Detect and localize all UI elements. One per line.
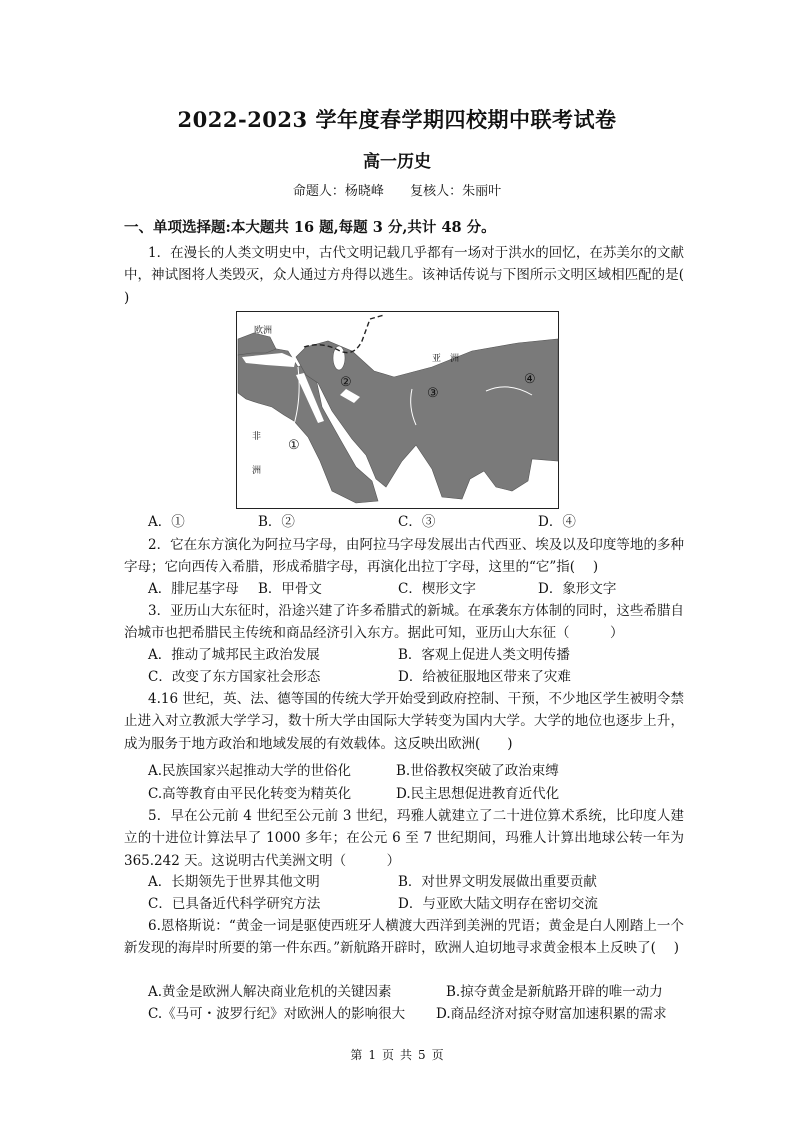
q1-option-c: C．③ — [398, 514, 436, 530]
q6-option-c: C.《马可・波罗行纪》对欧洲人的影响很大 — [148, 1006, 406, 1022]
footer-word-gong: 共 — [400, 1048, 413, 1062]
label-africa-1: 非 — [252, 432, 262, 442]
footer-word-ye: 页 — [381, 1048, 394, 1062]
q4-option-b: B.世俗教权突破了政治束缚 — [396, 763, 559, 779]
q6-option-b: B.掠夺黄金是新航路开辟的唯一动力 — [446, 984, 663, 1000]
section-heading: 一、单项选择题:本大题共 16 题,每题 3 分,共计 48 分。 — [124, 219, 496, 236]
exam-title: 2022-2023 学年度春学期四校期中联考试卷 — [177, 107, 617, 132]
q2-option-c: C．楔形文字 — [398, 581, 476, 597]
q5-option-b: B．对世界文明发展做出重要贡献 — [398, 874, 597, 890]
q4-option-a: A.民族国家兴起推动大学的世俗化 — [148, 763, 352, 779]
question-3: 3．亚历山大东征时，沿途兴建了许多希腊式的新城。在承袭东方体制的同时，这些希腊自治城市也把希腊民主传统和商品经济引入东方。据此可知，亚历山大东征（ ） — [124, 603, 684, 642]
label-africa-2: 洲 — [252, 466, 262, 476]
footer-page-number: 1 — [368, 1048, 376, 1062]
author-line — [0, 180, 794, 199]
footer-word-di: 第 — [350, 1048, 363, 1062]
q1-option-d: D．④ — [538, 514, 576, 530]
q4-option-d: D.民主思想促进教育近代化 — [396, 786, 560, 802]
marker-3: ③ — [427, 386, 439, 401]
question-5: 5．早在公元前 4 世纪至公元前 3 世纪，玛雅人就建立了二十进位算术系统，比印度人建立的十进位计算法早了 1000 多年；在公元 6 至 7 世纪期间，玛雅人计算出地球公转一年为 365.242 天。这说明古代美洲文明（ ） — [124, 808, 684, 869]
q3-option-a: A．推动了城邦民主政治发展 — [148, 647, 320, 663]
question-1: 1．在漫长的人类文明史中，古代文明记载几乎都有一场对于洪水的回忆，在苏美尔的文献中，神试图将人类毁灭，众人通过方舟得以逃生。该神话传说与下图所示文明区域相匹配的是( ) — [124, 245, 702, 306]
exam-subject: 高一历史 — [363, 152, 431, 172]
world-map-figure — [236, 311, 559, 509]
footer-word-ye-2: 页 — [431, 1048, 444, 1062]
question-4: 4.16 世纪，英、法、德等国的传统大学开始受到政府控制、干预，不少地区学生被明令禁止进入对立教派大学学习，数十所大学由国际大学转变为国内大学。大学的地位也逐步上升，成为服务于地方政治和地域发展的有效载体。这反映出欧洲( ) — [124, 691, 684, 752]
q4-option-c: C.高等教育由平民化转变为精英化 — [148, 786, 352, 802]
q5-option-c: C．已具备近代科学研究方法 — [148, 896, 321, 912]
q2-option-d: D．象形文字 — [538, 581, 617, 597]
q3-option-d: D．给被征服地区带来了灾难 — [398, 669, 571, 685]
marker-1: ① — [288, 438, 300, 453]
q1-option-a: A．① — [148, 514, 185, 530]
q6-option-d: D.商品经济对掠夺财富加速积累的需求 — [436, 1006, 667, 1022]
q5-option-a: A．长期领先于世界其他文明 — [148, 874, 320, 890]
question-2: 2．它在东方演化为阿拉马字母，由阿拉马字母发展出古代西亚、埃及以及印度等地的多种字母；它向西传入希腊，形成希腊字母，再演化出拉丁字母，这里的“它”指( ) — [124, 537, 684, 576]
q5-option-d: D．与亚欧大陆文明存在密切交流 — [398, 896, 598, 912]
label-europe: 欧洲 — [254, 326, 273, 336]
page-footer — [0, 1046, 794, 1063]
q2-option-b: B．甲骨文 — [258, 581, 322, 597]
q3-option-c: C．改变了东方国家社会形态 — [148, 669, 321, 685]
footer-total-pages: 5 — [418, 1048, 426, 1062]
q2-option-a: A．腓尼基字母 — [148, 581, 239, 597]
marker-4: ④ — [524, 372, 536, 387]
q3-option-b: B．客观上促进人类文明传播 — [398, 647, 570, 663]
q1-option-b: B．② — [258, 514, 295, 530]
marker-2: ② — [340, 375, 352, 390]
setter-name: 命题人：杨晓峰 — [292, 184, 384, 199]
label-asia: 亚 洲 — [432, 354, 460, 364]
q6-option-a: A.黄金是欧洲人解决商业危机的关键因素 — [148, 984, 392, 1000]
reviewer-name: 复核人：朱丽叶 — [410, 184, 502, 199]
caspian-sea — [333, 346, 345, 370]
question-6: 6.恩格斯说：“黄金一词是驱使西班牙人横渡大西洋到美洲的咒语；黄金是白人刚踏上一个新发现的海岸时所要的第一件东西。”新航路开辟时，欧洲人迫切地寻求黄金根本上反映了( ) — [124, 918, 684, 957]
